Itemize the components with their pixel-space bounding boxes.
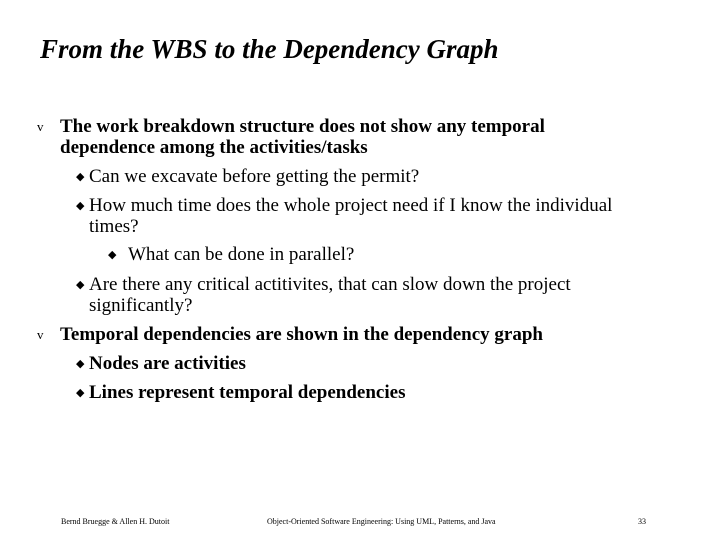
diamond-bullet-icon: ◆: [76, 358, 85, 370]
bullet-2: Temporal dependencies are shown in the dependency graph: [60, 324, 543, 345]
bullet-1c-line-2: significantly?: [89, 295, 193, 316]
footer-authors: Bernd Bruegge & Allen H. Dutoit: [61, 517, 170, 526]
diamond-bullet-icon: ◆: [76, 200, 85, 212]
bullet-1b-line-1: How much time does the whole project need if I know the individual: [89, 195, 613, 216]
bullet-1b-line-2: times?: [89, 216, 139, 237]
bullet-1b1: What can be done in parallel?: [128, 244, 355, 265]
checkmark-bullet-icon: v: [37, 119, 44, 134]
bullet-1a: Can we excavate before getting the permit?: [89, 166, 420, 187]
bullet-2a: Nodes are activities: [89, 353, 246, 374]
footer-book-title: Object-Oriented Software Engineering: Using UML, Patterns, and Java: [267, 517, 496, 526]
diamond-bullet-icon: ◆: [76, 171, 85, 183]
diamond-bullet-icon: ◆: [76, 387, 85, 399]
checkmark-bullet-icon: v: [37, 327, 44, 342]
diamond-bullet-icon: ◆: [108, 249, 117, 261]
bullet-1-line-1: The work breakdown structure does not show any temporal: [60, 116, 545, 137]
slide-title: From the WBS to the Dependency Graph: [40, 34, 499, 64]
bullet-1c-line-1: Are there any critical actitivites, that can slow down the project: [89, 274, 571, 295]
bullet-1-line-2: dependence among the activities/tasks: [60, 137, 368, 158]
footer-page-number: 33: [638, 517, 646, 526]
diamond-bullet-icon: ◆: [76, 279, 85, 291]
bullet-2b: Lines represent temporal dependencies: [89, 382, 406, 403]
